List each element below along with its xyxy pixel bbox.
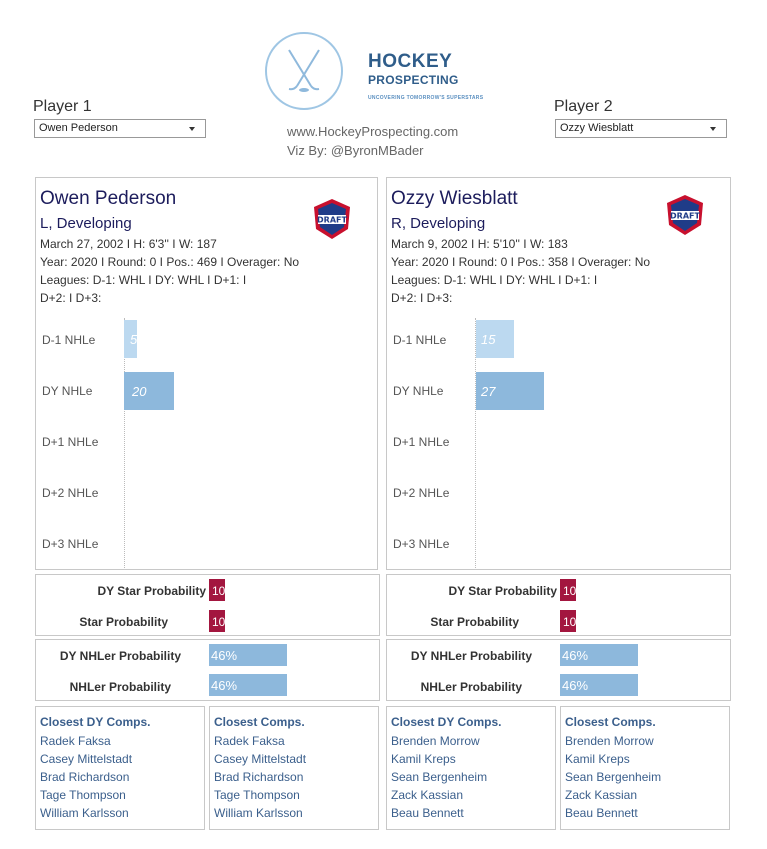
player2-label: Player 2 bbox=[554, 98, 613, 115]
player1-comps-panel bbox=[209, 706, 379, 830]
player2-profile-panel bbox=[386, 177, 731, 570]
comp-list-item: William Karlsson bbox=[214, 806, 303, 820]
player1-bio: March 27, 2002 I H: 6'3'' I W: 187 bbox=[40, 237, 217, 251]
dy-nhler-prob-bar: 46% bbox=[560, 644, 638, 666]
player2-subtitle: R, Developing bbox=[391, 215, 486, 232]
logo-tagline: UNCOVERING TOMORROW'S SUPERSTARS bbox=[368, 95, 484, 101]
hockey-sticks-icon bbox=[267, 34, 341, 108]
comp-list-item: Brad Richardson bbox=[40, 770, 130, 784]
star-prob-bar: 10 bbox=[209, 610, 225, 632]
svg-text:DRAFT: DRAFT bbox=[670, 211, 700, 221]
nhle-bar-dy bbox=[476, 372, 544, 410]
comp-list-item: Casey Mittelstadt bbox=[214, 752, 307, 766]
player1-select-value: Owen Pederson bbox=[39, 122, 118, 134]
dy-star-prob-label: DY Star Probability bbox=[448, 584, 557, 598]
nhle-label-dy: DY NHLe bbox=[42, 384, 93, 398]
dy-star-prob-bar: 10 bbox=[560, 579, 576, 601]
chevron-down-icon bbox=[710, 127, 716, 131]
nhle-label-d2: D+2 NHLe bbox=[42, 486, 99, 500]
comp-list-item: Casey Mittelstadt bbox=[40, 752, 133, 766]
comp-list-item: Sean Bergenheim bbox=[391, 770, 488, 784]
comp-list-item: Radek Faksa bbox=[40, 734, 111, 748]
player2-comps-panel bbox=[560, 706, 730, 830]
dy-star-prob-bar: 10 bbox=[209, 579, 225, 601]
comp-list-item: Brenden Morrow bbox=[391, 734, 480, 748]
comps-title: Closest Comps. bbox=[214, 715, 305, 729]
nhle-label-d3: D+3 NHLe bbox=[42, 537, 99, 551]
player2-bio: March 9, 2002 I H: 5'10'' I W: 183 bbox=[391, 237, 568, 251]
logo-title: HOCKEY bbox=[368, 51, 453, 72]
svg-text:DRAFT: DRAFT bbox=[317, 215, 347, 225]
comp-list-item: Beau Bennett bbox=[565, 806, 638, 820]
player2-dy-comps-panel bbox=[386, 706, 556, 830]
player2-select[interactable] bbox=[555, 119, 727, 138]
logo-wordmark bbox=[368, 53, 483, 107]
nhle-label-d-minus-1: D-1 NHLe bbox=[393, 333, 447, 347]
dy-comps-title: Closest DY Comps. bbox=[40, 715, 151, 729]
player1-select[interactable] bbox=[34, 119, 206, 138]
nhle-value-dy: 20 bbox=[132, 384, 147, 399]
player2-leagues-2: D+2: I D+3: bbox=[391, 291, 453, 305]
dy-star-prob-label: DY Star Probability bbox=[97, 584, 206, 598]
nhler-prob-label: NHLer Probability bbox=[420, 680, 522, 694]
dy-nhler-prob-label: DY NHLer Probability bbox=[410, 649, 532, 663]
comp-list-item: Brad Richardson bbox=[214, 770, 304, 784]
player1-dy-comps-panel bbox=[35, 706, 205, 830]
logo-subtitle: PROSPECTING bbox=[368, 73, 459, 87]
player1-profile-panel bbox=[35, 177, 378, 570]
comp-list-item: Tage Thompson bbox=[40, 788, 126, 802]
comp-list-item: Zack Kassian bbox=[565, 788, 638, 802]
star-prob-label: Star Probability bbox=[79, 615, 168, 629]
comp-list-item: William Karlsson bbox=[40, 806, 129, 820]
comp-list-item: Sean Bergenheim bbox=[565, 770, 662, 784]
player1-label: Player 1 bbox=[33, 98, 92, 115]
nhler-prob-label: NHLer Probability bbox=[69, 680, 171, 694]
nhle-label-d-minus-1: D-1 NHLe bbox=[42, 333, 96, 347]
nhle-label-dy: DY NHLe bbox=[393, 384, 444, 398]
nhl-draft-icon bbox=[663, 193, 707, 237]
nhle-bar-d-minus-1 bbox=[476, 320, 514, 358]
player2-select-value: Ozzy Wiesblatt bbox=[560, 122, 634, 134]
nhler-prob-bar: 46% bbox=[560, 674, 638, 696]
dy-comps-title: Closest DY Comps. bbox=[391, 715, 502, 729]
site-url[interactable]: www.HockeyProspecting.com bbox=[287, 124, 459, 139]
nhle-value-dy: 27 bbox=[481, 384, 496, 399]
comp-list-item: Kamil Kreps bbox=[391, 752, 456, 766]
player1-subtitle: L, Developing bbox=[40, 215, 132, 232]
comp-list-item: Kamil Kreps bbox=[565, 752, 630, 766]
player1-leagues: Leagues: D-1: WHL I DY: WHL I D+1: I bbox=[40, 273, 247, 287]
dy-nhler-prob-label: DY NHLer Probability bbox=[59, 649, 181, 663]
comps-title: Closest Comps. bbox=[565, 715, 656, 729]
player1-draft-info: Year: 2020 I Round: 0 I Pos.: 469 I Overager: No bbox=[40, 255, 300, 269]
player2-name: Ozzy Wiesblatt bbox=[391, 188, 518, 209]
star-prob-label: Star Probability bbox=[430, 615, 519, 629]
player2-star-prob-panel bbox=[386, 574, 731, 636]
comp-list-item: Brenden Morrow bbox=[565, 734, 654, 748]
nhle-label-d1: D+1 NHLe bbox=[393, 435, 450, 449]
viz-credit: Viz By: @ByronMBader bbox=[287, 143, 424, 158]
player2-nhler-prob-panel bbox=[386, 639, 731, 701]
hockey-prospecting-logo bbox=[265, 32, 343, 110]
nhle-value-d-minus-1: 5 bbox=[130, 332, 138, 347]
nhle-label-d3: D+3 NHLe bbox=[393, 537, 450, 551]
nhle-label-d2: D+2 NHLe bbox=[393, 486, 450, 500]
star-prob-bar: 10 bbox=[560, 610, 576, 632]
nhle-bar-d-minus-1 bbox=[124, 320, 137, 358]
nhl-draft-icon bbox=[310, 197, 354, 241]
player1-nhler-prob-panel bbox=[35, 639, 380, 701]
nhle-bar-dy bbox=[124, 372, 174, 410]
player2-draft-info: Year: 2020 I Round: 0 I Pos.: 358 I Overager: No bbox=[391, 255, 651, 269]
comp-list-item: Beau Bennett bbox=[391, 806, 464, 820]
comp-list-item: Zack Kassian bbox=[391, 788, 464, 802]
comp-list-item: Tage Thompson bbox=[214, 788, 300, 802]
nhle-value-d-minus-1: 15 bbox=[481, 332, 496, 347]
player2-leagues: Leagues: D-1: WHL I DY: WHL I D+1: I bbox=[391, 273, 598, 287]
player1-leagues-2: D+2: I D+3: bbox=[40, 291, 102, 305]
nhle-label-d1: D+1 NHLe bbox=[42, 435, 99, 449]
player1-name: Owen Pederson bbox=[40, 188, 177, 209]
nhler-prob-bar: 46% bbox=[209, 674, 287, 696]
player1-star-prob-panel bbox=[35, 574, 380, 636]
comp-list-item: Radek Faksa bbox=[214, 734, 285, 748]
chevron-down-icon bbox=[189, 127, 195, 131]
dy-nhler-prob-bar: 46% bbox=[209, 644, 287, 666]
